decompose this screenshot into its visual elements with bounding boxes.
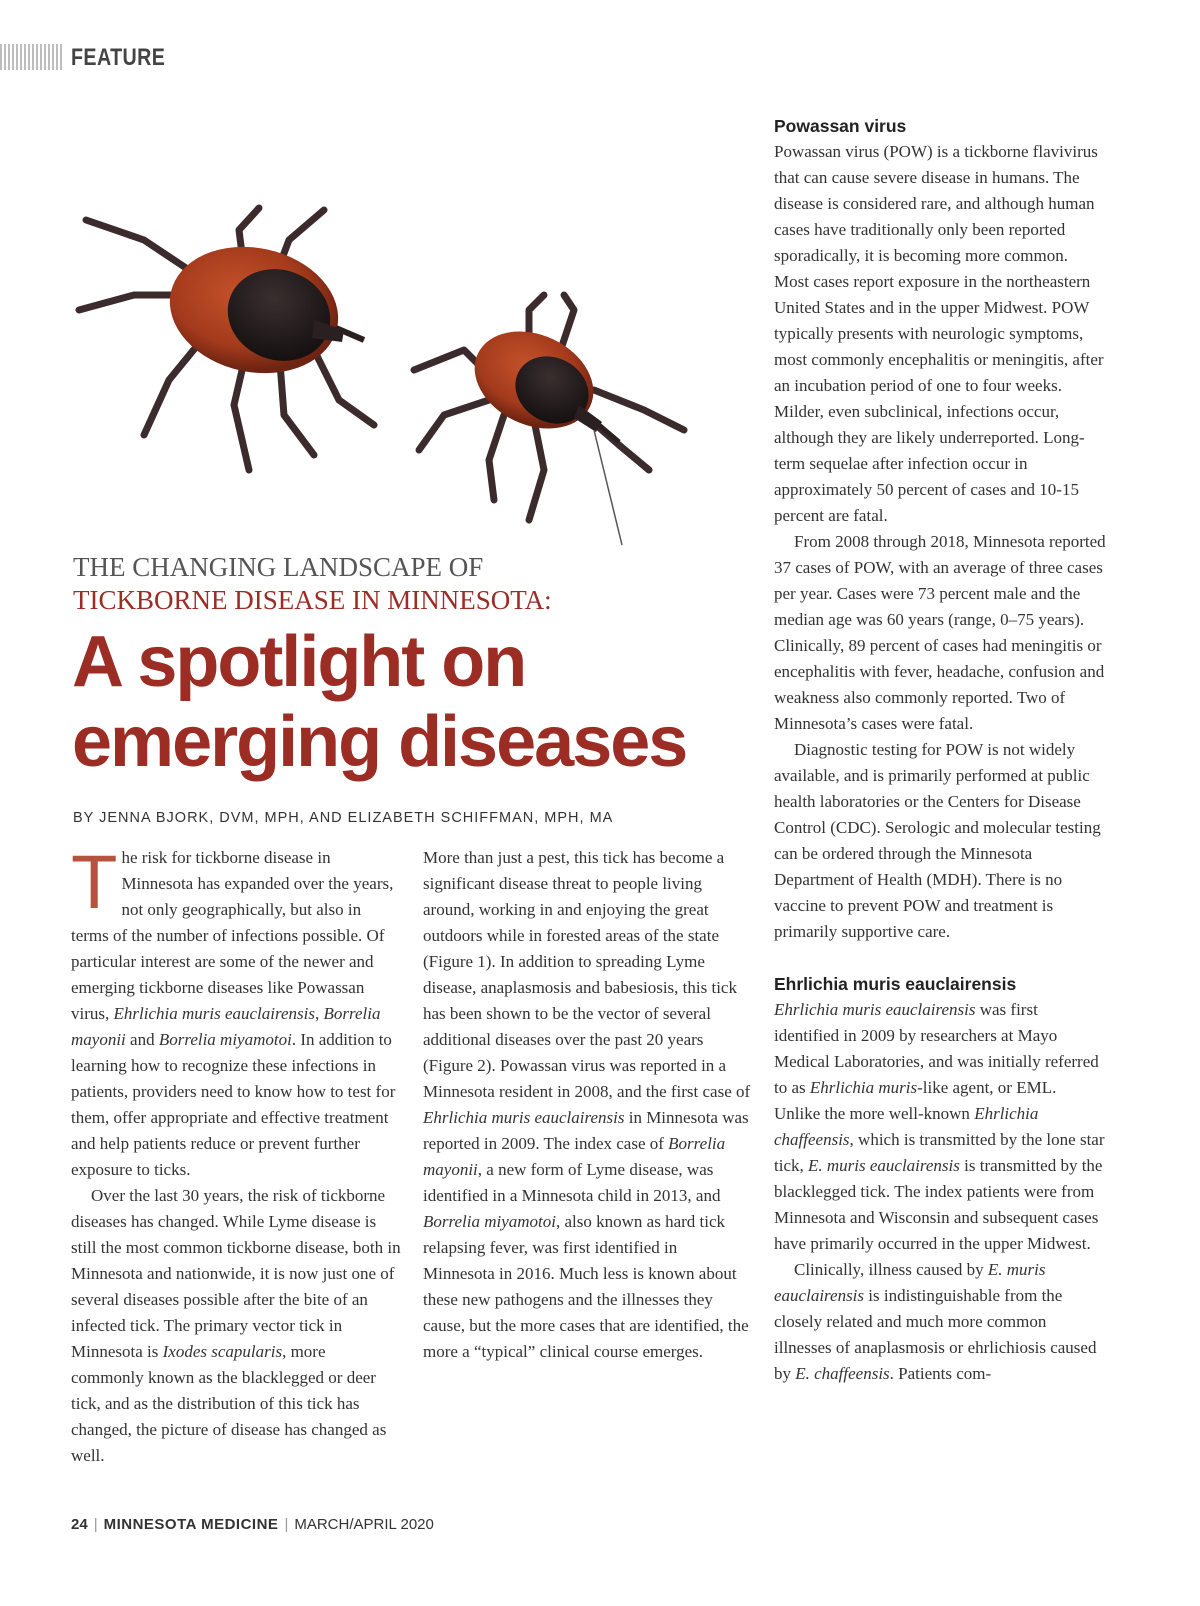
paragraph-intro: The risk for tickborne disease in Minnesota has expanded over the years, not only geographically, but also in terms of the number of infections possible. Of particular interest are some of the newer and emerging tickborne diseases like Powassan virus, Ehrlichia muris eauclairensis, Borrelia mayonii and Borrelia miyamotoi. In addition to learning how to recognize these infections in patients, providers need to know how to test for them, offer appropriate and effective treatment and help patients reduce or prevent further exposure to ticks. <box>71 840 396 1179</box>
page-number: 24 <box>71 1516 88 1533</box>
column-3 <box>774 113 1106 1387</box>
paragraph: Over the last 30 years, the risk of tickborne diseases has changed. While Lyme disease is still the most common tickborne disease, both in Minnesota and nationwide, it is now just one of several diseases possible after the bite of an infected tick. The primary vector tick in Minnesota is Ixodes scapularis, more commonly known as the blacklegged or deer tick, and as the distribution of this tick has changed, the picture of disease has changed as well. <box>71 1186 401 1465</box>
section-label: FEATURE <box>71 44 166 71</box>
tick-illustration <box>74 200 754 570</box>
section-heading-powassan: Powassan virus <box>774 116 907 136</box>
paragraph: Powassan virus (POW) is a tickborne flavivirus that can cause severe disease in humans. The disease is considered rare, and although human cases have traditionally only been reported sporadically, it is becoming more common. Most cases report exposure in the northeastern United States and in the upper Midwest. POW typically presents with neurologic symptoms, most commonly encephalitis or meningitis, after an incubation period of one to four weeks. Milder, even subclinical, infections occur, although they are likely underreported. Long-term sequelae after infection occur in approximately 50 percent of cases and 10-15 percent are fatal. <box>774 142 1104 525</box>
paragraph: More than just a pest, this tick has become a significant disease threat to people living around, working in and enjoying the great outdoors while in forested areas of the state (Figure 1). In addition to spreading Lyme disease, anaplasmosis and babesiosis, this tick has been shown to be the vector of several additional diseases over the past 20 years (Figure 2). Powassan virus was reported in a Minnesota resident in 2008, and the first case of Ehrlichia muris eauclairensis in Minnesota was reported in 2009. The index case of Borrelia mayonii, a new form of Lyme disease, was identified in a Minnesota child in 2013, and Borrelia miyamotoi, also known as hard tick relapsing fever, was first identified in Minnesota in 2016. Much less is known about these new pathogens and the illnesses they cause, but the more cases that are identified, the more a “typical” clinical course emerges. <box>423 848 751 1361</box>
paragraph: From 2008 through 2018, Minnesota reported 37 cases of POW, with an average of three cases per year. Cases were 73 percent male and the median age was 60 years (range, 0–75 years). Clinically, 89 percent of cases had meningitis or encephalitis with fever, headache, confusion and weakness also commonly reported. Two of Minnesota’s cases were fatal. <box>774 532 1106 733</box>
magazine-name: MINNESOTA MEDICINE <box>103 1516 279 1533</box>
paragraph: Diagnostic testing for POW is not widely available, and is primarily performed at public health laboratories or the Centers for Disease Control (CDC). Serologic and molecular testing can be ordered through the Minnesota Department of Health (MDH). There is no vaccine to prevent POW and treatment is primarily supportive care. <box>774 740 1101 941</box>
drop-cap: T <box>71 840 118 925</box>
kicker-line-2: TICKBORNE DISEASE IN MINNESOTA: <box>73 585 552 615</box>
section-bar-decoration <box>0 44 64 70</box>
headline <box>72 622 772 782</box>
footer-divider: | <box>284 1516 289 1533</box>
byline: BY JENNA BJORK, DVM, MPH, AND ELIZABETH SCHIFFMAN, MPH, MA <box>73 810 614 826</box>
issue-date: MARCH/APRIL 2020 <box>294 1516 434 1533</box>
paragraph: Ehrlichia muris eauclairensis was first identified in 2009 by researchers at Mayo Medical Laboratories, and was initially referred to as Ehrlichia muris-like agent, or EML. Unlike the more well-known Ehrlichia chaffeensis, which is transmitted by the lone star tick, E. muris eauclairensis is transmitted by the blacklegged tick. The index patients were from Minnesota and Wisconsin and subsequent cases have primarily occurred in the upper Midwest. <box>774 1000 1105 1253</box>
kicker-line-1: THE CHANGING LANDSCAPE OF <box>73 552 484 582</box>
section-heading-ehrlichia: Ehrlichia muris eauclairensis <box>774 974 1017 994</box>
column-2 <box>423 845 753 1365</box>
paragraph: Clinically, illness caused by E. muris eauclairensis is indistinguishable from the closely related and much more common illnesses of anaplasmosis or ehrlichiosis caused by E. chaffeensis. Patients com- <box>774 1260 1097 1383</box>
page-footer <box>71 1515 434 1535</box>
footer-divider: | <box>93 1516 98 1533</box>
headline-line-2: emerging diseases <box>72 702 687 782</box>
column-1 <box>71 840 401 1469</box>
headline-line-1: A spotlight on <box>72 622 526 702</box>
